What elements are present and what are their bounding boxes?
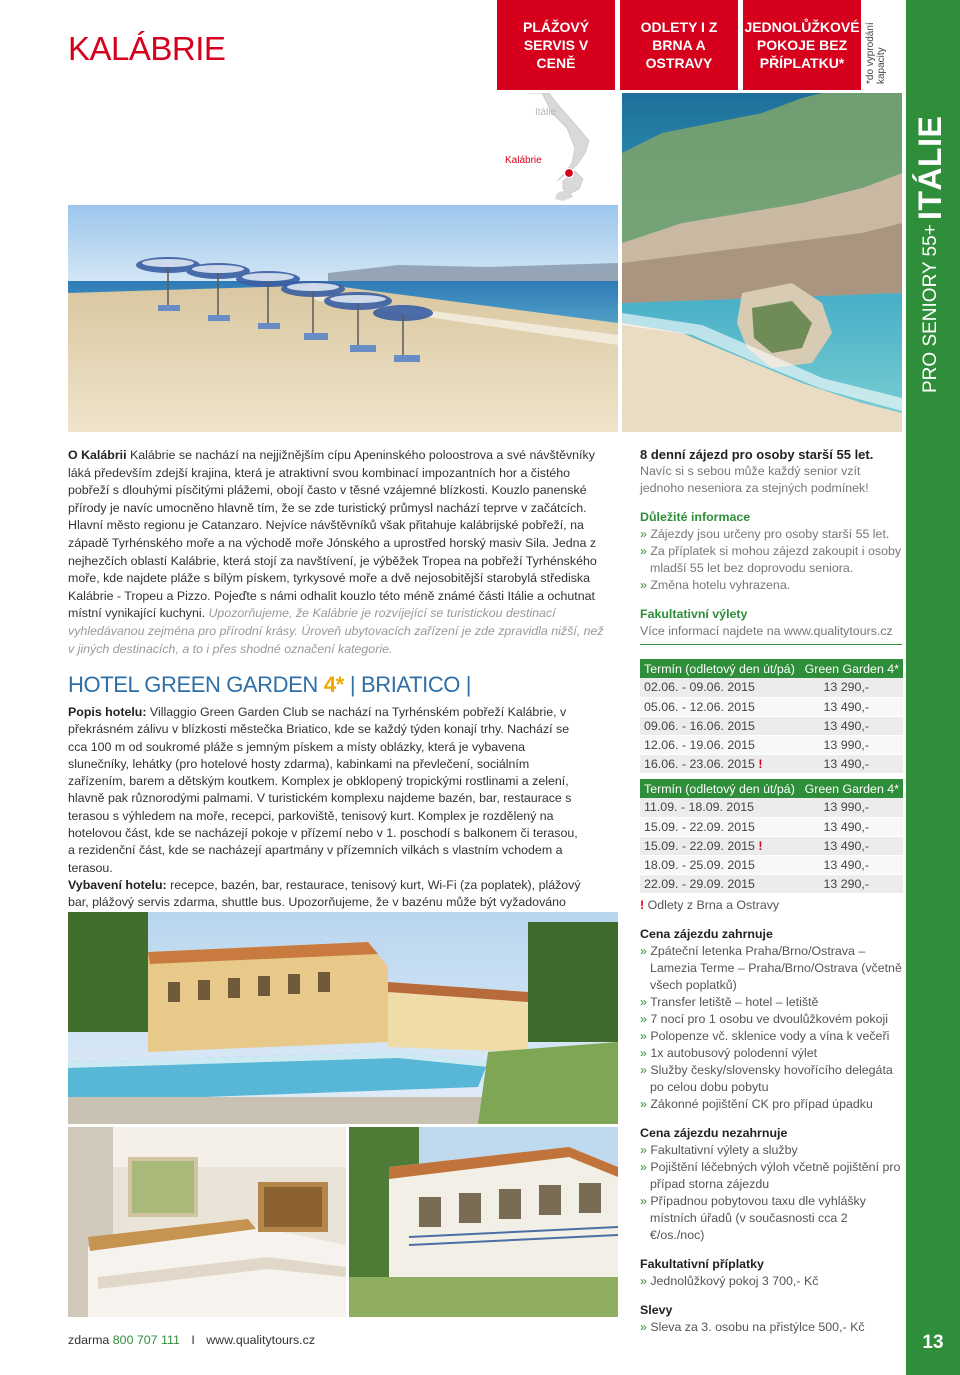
table-row: 09.06. - 16.06. 2015 13 490,- (640, 716, 903, 735)
list-item: » Zákonné pojištění CK pro případ úpadku (640, 1096, 902, 1113)
hotel-equip-text: recepce, bazén, bar, restaurace, tenisový kurt, Wi-Fi (za poplatek), plážový bar, plážový servis zdarma, shuttle bus. Upozorňujeme, že v bazénu může být vyžadováno (68, 877, 581, 910)
hotel-room-photo (68, 1127, 346, 1317)
list-item: » Případnou pobytovou taxu dle vyhlášky místních úřadů (v současnosti cca 2 €/os./noc) (640, 1193, 902, 1244)
beach-photo (68, 205, 618, 432)
list-item: » Změna hotelu vyhrazena. (640, 577, 902, 594)
important-info-list (640, 526, 902, 594)
sidebar-subtitle: PRO SENIORY 55+ (920, 224, 941, 393)
excluded-list (640, 1142, 902, 1244)
included-list (640, 943, 902, 1113)
excluded-title: Cena zájezdu nezahrnuje (640, 1126, 788, 1140)
supplements-title: Fakultativní příplatky (640, 1257, 764, 1271)
included-title: Cena zájezdu zahrnuje (640, 927, 773, 941)
map-country-label: Itálie (535, 107, 557, 118)
intro-body: Kalábrie se nachází na nejjižnějším cípu Apeninského poloostrova a své návštěvníky láká především zdejší krajina, která je atraktivní svou kombinací impozantních hor a čistého pobřeží s dlouhými písčitými plážemi, obojí často v těsné vzájemné blízkosti. Kouzlo panenské přírody je navíc umocněno hlavně tím, že se zde turistický průmysl nachází teprve v začátcích. Hlavní město regionu je Catanzaro. Nejvíce návštěvníků však přitahuje kalábrijské pobřeží, na západě Tyrhénského moře a na východě moře Jónského a uprostřed horský masiv Sila. Jedna z nejhezčích oblastí Kalábrie, která stojí za navštívení, je výběžek Tropea na pobřeží Tyrhénského moře, kde najdete pláže s bílým pískem, tyrkysové moře a dvě nejosobitější starobylá střediska Kalábrie - Tropeu a Pizzo. Pojeďte s námi odhalit kouzlo této méně známé části Itálie a ochutnat místní vynikající kuchyni. (68, 448, 597, 621)
intro-text (68, 447, 608, 658)
map-image (497, 93, 615, 203)
trip-info-subtitle: Navíc si s sebou může každý senior vzít jednoho neseniora za stejných podmínek! (640, 464, 869, 495)
page-title: KALÁBRIE (68, 30, 226, 67)
badge-beach-service: PLÁŽOVÝ SERVIS V CENĚ (497, 0, 615, 90)
table-header-term: Termín (odletový den út/pá) (640, 659, 800, 678)
list-item: » Sleva za 3. osobu na přistýlce 500,- Kč (640, 1319, 902, 1336)
table-row: 12.06. - 19.06. 2015 13 990,- (640, 735, 903, 754)
tropea-photo (622, 93, 902, 432)
intro-lead: O Kalábrii (68, 448, 127, 462)
hotel-stars: 4* (323, 672, 344, 697)
departure-footnote: ! Odlety z Brna a Ostravy (640, 898, 780, 912)
footer-web-link[interactable]: www.qualitytours.cz (206, 1333, 316, 1347)
hotel-location: | BRIATICO | (349, 672, 472, 697)
table-header-hotel: Green Garden 4* (800, 779, 903, 798)
map-region-label: Kalábrie (505, 155, 542, 166)
list-item: » 7 nocí pro 1 osobu ve dvoulůžkovém pokoji (640, 1011, 902, 1028)
table-row: 15.09. - 22.09. 2015 13 490,- (640, 817, 903, 836)
hotel-desc-text: Villaggio Green Garden Club se nachází na Tyrhénském pobřeží Kalábrie, v překrásném zálivu v blízkosti městečka Briatico, kde se každý týden konají trhy. Nachází se cca 100 m od soukromé pláže s jemným pískem a místy oblázky, která je vybavena slunečníky, lehátky (pro hotelové hosty zdarma), kabinkami na převlečení, sociálním zařízením, barem a dětským koutkem. Komplex je obklopený tropickými rostlinami a zelení, hlavně pak různorodými palmami. V turistickém komplexu najdeme bazén, bar, restaurace s terasou s výhledem na moře, recepci, parkoviště, tenisový kurt. Komplex je rozdělený na hotelovou část, kde se nacházejí pokoje v přízemí nebo v 1. poschodí s balkonem či terasou, a rezidenční část, kde se nacházejí apartmány v přízemních vilkách s vlastním vchodem a terasou. (68, 705, 578, 875)
list-item: » Transfer letiště – hotel – letiště (640, 994, 902, 1011)
table-header-term: Termín (odletový den út/pá) (640, 779, 800, 798)
badge-single-rooms: JEDNOLŮŽKOVÉ POKOJE BEZ PŘÍPLATKU* (743, 0, 861, 90)
price-table-june (640, 659, 903, 774)
table-header-hotel: Green Garden 4* (800, 659, 903, 678)
discounts-list (640, 1319, 902, 1336)
badge-departures: ODLETY I Z BRNA A OSTRAVY (620, 0, 738, 90)
list-item: » Polopenze vč. sklenice vody a vína k večeři (640, 1028, 902, 1045)
badge-note: *do vyprodání kapacity (865, 22, 887, 84)
table-row: 15.09. - 22.09. 2015 ! 13 490,- (640, 836, 903, 855)
intro-warning: Upozorňujeme, že Kalábrie je rozvíjející se turistickou destinací vyhledávanou zejména pro přírodní krásy. Úroveň ubytovacích zařízení je zde zpravidla nižší, než v jiných destinacích, a to i přes shodné označení kategorie. (68, 606, 604, 656)
sidebar-country: ITÁLIE (912, 115, 948, 220)
supplements-list (640, 1273, 902, 1290)
list-item: » Fakultativní výlety a služby (640, 1142, 902, 1159)
discounts-title: Slevy (640, 1303, 673, 1317)
important-info-title: Důležité informace (640, 510, 751, 524)
price-sections (640, 926, 902, 1336)
optional-trips-title: Fakultativní výlety (640, 607, 748, 621)
hotel-title (68, 672, 471, 698)
footer-phone[interactable]: 800 707 111 (112, 1333, 180, 1347)
list-item: » Zájezdy jsou určeny pro osoby starší 55 let. (640, 526, 902, 543)
list-item: » Služby česky/slovensky hovořícího delegáta po celou dobu pobytu (640, 1062, 902, 1096)
hotel-equip-lead: Vybavení hotelu: (68, 877, 167, 892)
table-row: 05.06. - 12.06. 2015 13 490,- (640, 697, 903, 716)
list-item: » Pojištění léčebných výloh včetně pojištění pro případ storna zájezdu (640, 1159, 902, 1193)
price-table-september (640, 779, 903, 894)
page-number: 13 (922, 1332, 944, 1353)
trip-info-title: 8 denní zájezd pro osoby starší 55 let. (640, 447, 874, 462)
list-item: » Jednolůžkový pokoj 3 700,- Kč (640, 1273, 902, 1290)
footer-separator: I (191, 1333, 195, 1347)
hotel-desc-lead: Popis hotelu: (68, 705, 147, 719)
table-row: 02.06. - 09.06. 2015 13 290,- (640, 678, 903, 697)
list-item: » 1x autobusový polodenní výlet (640, 1045, 902, 1062)
table-row: 18.09. - 25.09. 2015 13 490,- (640, 855, 903, 874)
hotel-name: HOTEL GREEN GARDEN (68, 672, 318, 697)
trip-info (640, 446, 902, 645)
hotel-exterior-photo (349, 1127, 618, 1317)
table-row: 11.09. - 18.09. 2015 13 990,- (640, 798, 903, 817)
footer (68, 1333, 315, 1347)
optional-trips-text[interactable]: Více informací najdete na www.qualitytours.cz (640, 623, 902, 645)
footer-label: zdarma (68, 1333, 110, 1347)
map-pin-icon (565, 169, 574, 178)
table-row: 22.09. - 29.09. 2015 13 290,- (640, 874, 903, 893)
list-item: » Zpáteční letenka Praha/Brno/Ostrava – Lamezia Terme – Praha/Brno/Ostrava (včetně všech poplatků) (640, 943, 902, 994)
hotel-pool-photo (68, 912, 618, 1124)
table-row: 16.06. - 23.06. 2015 ! 13 490,- (640, 754, 903, 773)
list-item: » Za příplatek si mohou zájezd zakoupit i osoby mladší 55 let bez doprovodu seniora. (640, 543, 902, 577)
